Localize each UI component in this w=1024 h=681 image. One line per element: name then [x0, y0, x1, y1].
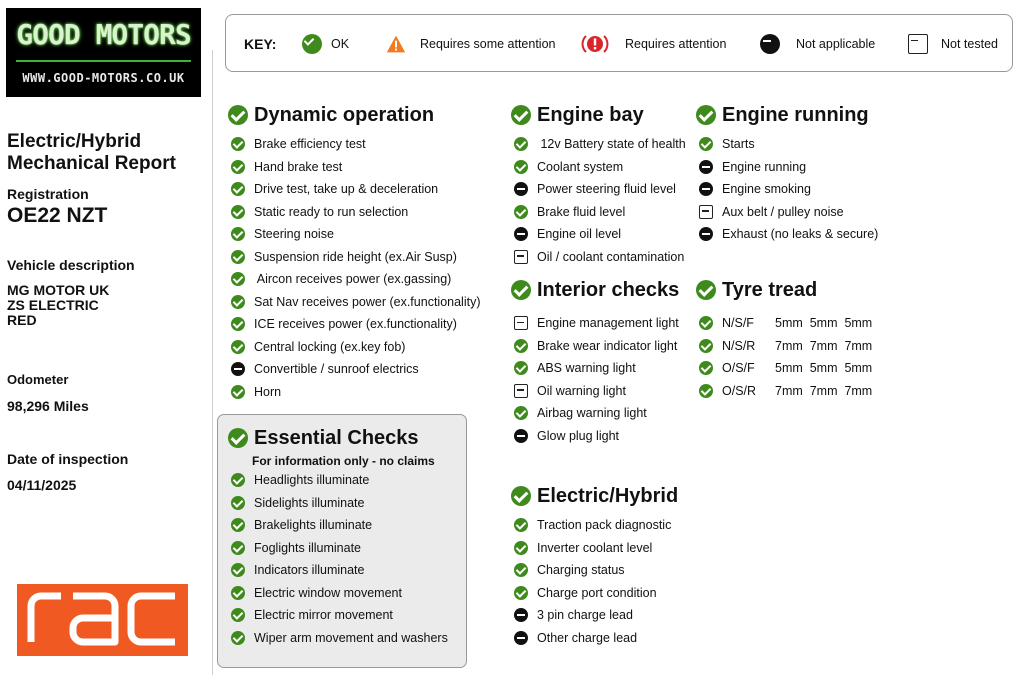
- check-icon: [231, 608, 245, 622]
- check-item-label: Convertible / sunroof electrics: [254, 362, 419, 377]
- check-icon: [696, 280, 716, 300]
- check-item-label: Wiper arm movement and washers: [254, 630, 448, 645]
- check-item-label: Brakelights illuminate: [254, 518, 373, 533]
- inspection-date-value: 04/11/2025: [7, 477, 77, 493]
- check-icon: [231, 272, 245, 286]
- check-item-label: Brake efficiency test: [254, 137, 366, 152]
- sidebar-divider: [212, 50, 213, 675]
- check-item-label: Brake fluid level: [537, 204, 626, 219]
- check-icon: [699, 361, 713, 375]
- check-item-label: Sat Nav receives power (ex.functionality): [254, 294, 481, 309]
- minus-circle-icon: [699, 182, 713, 196]
- check-item-label: Charge port condition: [537, 585, 657, 600]
- check-icon: [231, 205, 245, 219]
- check-item-label: ABS warning light: [537, 361, 636, 376]
- check-item: [514, 156, 686, 179]
- check-icon: [231, 340, 245, 354]
- check-icon: [228, 428, 248, 448]
- rac-logo: [17, 584, 188, 656]
- tyre-position: N/S/R: [722, 338, 756, 353]
- check-icon: [699, 384, 713, 398]
- check-icon: [231, 631, 245, 645]
- check-icon: [514, 586, 528, 600]
- check-item: [231, 246, 480, 269]
- minus-square-icon: [699, 205, 713, 219]
- check-item: [231, 582, 448, 605]
- section-dynamic-operation: [228, 102, 480, 403]
- check-icon: [514, 541, 528, 555]
- report-title-line1: Electric/Hybrid: [7, 131, 142, 152]
- check-item: [514, 201, 686, 224]
- section-engine-running: [696, 102, 878, 246]
- check-item: [231, 358, 480, 381]
- logo-rule: [16, 60, 191, 62]
- check-item: [514, 604, 678, 627]
- check-icon: [231, 496, 245, 510]
- check-item: [231, 223, 480, 246]
- check-icon: [514, 563, 528, 577]
- minus-circle-icon: [699, 227, 713, 241]
- section-title: Essential Checks: [254, 426, 419, 449]
- check-item-label: Electric window movement: [254, 585, 402, 600]
- tyre-position: N/S/F: [722, 316, 754, 331]
- check-item: [514, 627, 678, 650]
- minus-circle-icon: [514, 631, 528, 645]
- check-item-label: Central locking (ex.key fob): [254, 339, 406, 354]
- minus-circle-icon: [514, 227, 528, 241]
- section-title: Dynamic operation: [254, 103, 435, 126]
- check-item-label: Charging status: [537, 563, 625, 578]
- section-engine-bay: [511, 102, 686, 268]
- key-not-tested: [908, 15, 998, 73]
- check-item: [514, 312, 679, 335]
- check-item: [231, 627, 448, 650]
- check-item-label: Electric mirror movement: [254, 608, 393, 623]
- warning-brake-icon: [581, 33, 609, 55]
- check-item: [514, 380, 679, 403]
- check-item: [514, 559, 678, 582]
- tyre-position: O/S/F: [722, 361, 755, 376]
- check-icon: [231, 317, 245, 331]
- check-item: [699, 223, 878, 246]
- tyre-tread-readings: 5mm 5mm 5mm: [775, 361, 873, 376]
- check-item: [231, 604, 448, 627]
- section-title: Engine running: [722, 103, 869, 126]
- check-item-label: Oil warning light: [537, 383, 626, 398]
- check-item: [231, 313, 480, 336]
- check-item-label: Foglights illuminate: [254, 540, 361, 555]
- check-item: [514, 246, 686, 269]
- check-item-label: Suspension ride height (ex.Air Susp): [254, 249, 457, 264]
- check-icon: [231, 473, 245, 487]
- tyre-position: O/S/R: [722, 383, 757, 398]
- check-item: [514, 425, 679, 448]
- logo-url: WWW.GOOD-MOTORS.CO.UK: [22, 71, 185, 85]
- key-attention-label: Requires attention: [625, 37, 727, 51]
- check-item: [231, 156, 480, 179]
- check-item: [699, 178, 878, 201]
- check-icon: [231, 563, 245, 577]
- check-icon: [699, 316, 713, 330]
- check-item: [514, 133, 686, 156]
- check-icon: [514, 160, 528, 174]
- minus-square-icon: [908, 34, 928, 54]
- check-item: [231, 291, 480, 314]
- check-item: [231, 537, 448, 560]
- odometer-label: Odometer: [7, 372, 69, 387]
- key-not-tested-label: Not tested: [941, 37, 998, 51]
- minus-square-icon: [514, 316, 528, 330]
- logo-brand: GOOD MOTORS: [16, 18, 191, 51]
- check-item-label: Steering noise: [254, 227, 334, 242]
- check-icon: [511, 105, 531, 125]
- key-attention: [581, 15, 726, 73]
- check-item: [514, 402, 679, 425]
- tyre-tread-readings: 7mm 7mm 7mm: [775, 383, 873, 398]
- check-icon: [302, 34, 322, 54]
- section-essential-checks: [228, 425, 448, 649]
- check-item-label: Exhaust (no leaks & secure): [722, 227, 879, 242]
- check-item: [514, 537, 678, 560]
- vehicle-make: MG MOTOR UK: [7, 282, 110, 298]
- check-item: [231, 201, 480, 224]
- check-icon: [514, 205, 528, 219]
- essential-checks-note: For information only - no claims: [252, 454, 435, 468]
- key-some-attention-label: Requires some attention: [420, 37, 556, 51]
- check-item-label: Indicators illuminate: [254, 563, 365, 578]
- key-ok: [302, 15, 349, 73]
- vehicle-description-label: Vehicle description: [7, 257, 135, 273]
- check-item-label: Oil / coolant contamination: [537, 249, 685, 264]
- check-icon: [511, 280, 531, 300]
- check-item-label: Headlights illuminate: [254, 473, 370, 488]
- check-item: [514, 357, 679, 380]
- section-tyre-tread: [696, 277, 872, 402]
- check-icon: [699, 137, 713, 151]
- section-interior-checks: [511, 277, 679, 447]
- check-item: [514, 514, 678, 537]
- minus-circle-icon: [514, 182, 528, 196]
- section-title: Electric/Hybrid: [537, 484, 679, 507]
- check-icon: [696, 105, 716, 125]
- check-icon: [231, 385, 245, 399]
- check-item-label: Traction pack diagnostic: [537, 518, 672, 533]
- check-icon: [231, 182, 245, 196]
- check-item: [699, 133, 878, 156]
- check-icon: [231, 295, 245, 309]
- check-icon: [514, 406, 528, 420]
- section-electric-hybrid: [511, 483, 678, 649]
- check-item-label: Starts: [722, 137, 755, 152]
- check-item: [231, 336, 480, 359]
- check-item-label: Aux belt / pulley noise: [722, 204, 844, 219]
- check-item: [514, 335, 679, 358]
- check-item-label: Horn: [254, 384, 282, 399]
- warning-triangle-icon: [386, 34, 406, 54]
- tyre-tread-readings: 7mm 7mm 7mm: [775, 338, 873, 353]
- vehicle-colour: RED: [7, 312, 37, 328]
- check-icon: [511, 486, 531, 506]
- check-item: [231, 133, 480, 156]
- check-item-label: Other charge lead: [537, 630, 638, 645]
- check-item-label: Engine running: [722, 159, 807, 174]
- key-some-attention: [386, 15, 556, 73]
- key-not-applicable: [760, 15, 875, 73]
- check-icon: [231, 518, 245, 532]
- check-item: [231, 492, 448, 515]
- tyre-reading-row: [699, 312, 872, 335]
- check-item-label: Aircon receives power (ex.gassing): [254, 272, 452, 287]
- check-icon: [231, 227, 245, 241]
- check-item-label: Sidelights illuminate: [254, 495, 365, 510]
- report-title-line2: Mechanical Report: [7, 153, 176, 174]
- report-title: [7, 131, 176, 175]
- minus-square-icon: [514, 384, 528, 398]
- check-icon: [231, 137, 245, 151]
- check-icon: [228, 105, 248, 125]
- check-item: [231, 469, 448, 492]
- check-item-label: Engine smoking: [722, 182, 811, 197]
- check-item: [231, 514, 448, 537]
- check-item-label: ICE receives power (ex.functionality): [254, 317, 457, 332]
- check-item: [231, 178, 480, 201]
- section-title: Interior checks: [537, 278, 680, 301]
- key-label: KEY:: [244, 36, 277, 52]
- minus-circle-icon: [760, 34, 780, 54]
- check-item-label: Power steering fluid level: [537, 182, 676, 197]
- check-item: [231, 559, 448, 582]
- rac-logo-graphic: [17, 584, 188, 656]
- tyre-reading-row: [699, 380, 872, 403]
- registration-value: OE22 NZT: [7, 204, 108, 227]
- minus-circle-icon: [514, 429, 528, 443]
- check-icon: [514, 518, 528, 532]
- check-item-label: 12v Battery state of health: [537, 137, 686, 152]
- check-item-label: Static ready to run selection: [254, 204, 409, 219]
- registration-label: Registration: [7, 186, 89, 202]
- minus-circle-icon: [231, 362, 245, 376]
- check-item-label: Drive test, take up & deceleration: [254, 182, 439, 197]
- check-item: [231, 381, 480, 404]
- check-item: [514, 582, 678, 605]
- key-ok-label: OK: [331, 37, 350, 51]
- check-icon: [231, 586, 245, 600]
- check-item-label: Airbag warning light: [537, 406, 647, 421]
- minus-square-icon: [514, 250, 528, 264]
- odometer-value: 98,296 Miles: [7, 398, 89, 414]
- check-icon: [514, 137, 528, 151]
- check-item-label: Engine oil level: [537, 227, 622, 242]
- check-item: [699, 156, 878, 179]
- minus-circle-icon: [514, 608, 528, 622]
- vehicle-model: ZS ELECTRIC: [7, 297, 99, 313]
- check-icon: [699, 339, 713, 353]
- good-motors-logo: [6, 8, 201, 97]
- inspection-date-label: Date of inspection: [7, 451, 129, 467]
- vehicle-description-value: [7, 283, 109, 328]
- check-item-label: Inverter coolant level: [537, 540, 653, 555]
- tyre-reading-row: [699, 335, 872, 358]
- section-title: Tyre tread: [722, 278, 818, 301]
- check-item-label: Glow plug light: [537, 428, 619, 443]
- tyre-reading-row: [699, 357, 872, 380]
- key-not-applicable-label: Not applicable: [796, 37, 876, 51]
- check-item-label: Brake wear indicator light: [537, 338, 678, 353]
- check-item: [699, 201, 878, 224]
- tyre-tread-readings: 5mm 5mm 5mm: [775, 316, 873, 331]
- check-icon: [514, 339, 528, 353]
- check-item-label: Coolant system: [537, 159, 624, 174]
- check-item: [514, 223, 686, 246]
- check-item-label: Engine management light: [537, 316, 679, 331]
- check-item: [514, 178, 686, 201]
- check-icon: [514, 361, 528, 375]
- check-icon: [231, 160, 245, 174]
- section-title: Engine bay: [537, 103, 644, 126]
- status-key: [225, 14, 1013, 72]
- check-item: [231, 268, 480, 291]
- check-item-label: Hand brake test: [254, 159, 343, 174]
- check-icon: [231, 541, 245, 555]
- minus-circle-icon: [699, 160, 713, 174]
- check-icon: [231, 250, 245, 264]
- check-item-label: 3 pin charge lead: [537, 608, 633, 623]
